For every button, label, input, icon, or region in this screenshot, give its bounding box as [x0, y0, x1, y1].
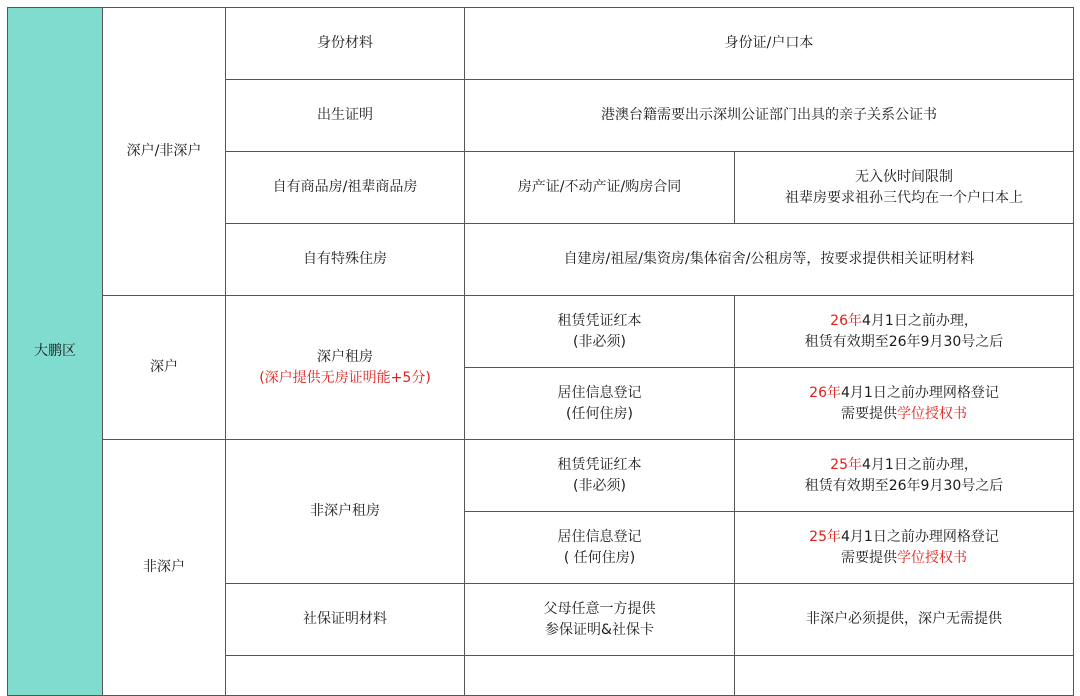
note-text: 需要提供 — [841, 405, 897, 422]
deadline-year: 25年 — [830, 456, 862, 473]
group-cell-non-sz: 非深户 — [103, 440, 226, 696]
note-text: 4月1日之前办理网格登记 — [841, 384, 999, 401]
deadline-year: 26年 — [830, 312, 862, 329]
required-document: 学位授权书 — [897, 405, 967, 422]
note-line — [735, 404, 1073, 425]
note-cell-sz-lease — [735, 296, 1074, 368]
empty-cell — [735, 656, 1074, 696]
note-line: 祖辈房要求祖孙三代均在一个户口本上 — [785, 189, 1023, 206]
doc-label: 租赁凭证红本 — [557, 456, 642, 473]
doc-label: 居住信息登记 — [557, 384, 642, 401]
required-document: 学位授权书 — [897, 549, 967, 566]
note-line — [735, 527, 1073, 548]
note-cell-non-sz-registration — [735, 512, 1074, 584]
doc-sub: 参保证明&社保卡 — [545, 621, 654, 638]
note-text: 4月1日之前办理网格登记 — [841, 528, 999, 545]
value-cell-identity: 身份证/户口本 — [465, 8, 1074, 80]
table-row — [8, 296, 1074, 368]
doc-sub: (非必须) — [573, 477, 626, 494]
item-cell-own-house: 自有商品房/祖辈商品房 — [226, 152, 465, 224]
item-cell-social: 社保证明材料 — [226, 584, 465, 656]
note-cell-social: 非深户必须提供，深户无需提供 — [735, 584, 1074, 656]
doc-sub: (任何住房) — [566, 405, 633, 422]
doc-sub: ( 任何住房) — [563, 549, 636, 566]
group-cell-both: 深户/非深户 — [103, 8, 226, 296]
note-line — [735, 548, 1073, 569]
item-cell-sz-rent — [226, 296, 465, 440]
note-line: 租赁有效期至26年9月30号之后 — [804, 333, 1004, 350]
note-cell-sz-registration — [735, 368, 1074, 440]
item-label: 深户租房 — [317, 348, 373, 365]
school-application-requirements-table — [7, 7, 1074, 696]
empty-cell — [226, 656, 465, 696]
item-cell-special-house: 自有特殊住房 — [226, 224, 465, 296]
value-cell-birth: 港澳台籍需要出示深圳公证部门出具的亲子关系公证书 — [465, 80, 1074, 152]
note-cell-non-sz-lease — [735, 440, 1074, 512]
doc-label: 父母任意一方提供 — [543, 600, 656, 617]
item-cell-birth: 出生证明 — [226, 80, 465, 152]
note-line: 租赁有效期至26年9月30号之后 — [804, 477, 1004, 494]
note-text: 需要提供 — [841, 549, 897, 566]
group-cell-sz: 深户 — [103, 296, 226, 440]
item-cell-non-sz-rent: 非深户租房 — [226, 440, 465, 584]
doc-label: 居住信息登记 — [557, 528, 642, 545]
docs-cell-sz-lease — [465, 296, 735, 368]
docs-cell-sz-registration — [465, 368, 735, 440]
note-text: 4月1日之前办理， — [862, 312, 978, 329]
deadline-year: 26年 — [809, 384, 841, 401]
empty-cell — [465, 656, 735, 696]
note-cell-own-house — [735, 152, 1074, 224]
note-line — [735, 383, 1073, 404]
district-cell: 大鹏区 — [8, 8, 103, 696]
docs-cell-social — [465, 584, 735, 656]
table-row — [8, 440, 1074, 512]
note-line — [735, 311, 1073, 332]
item-cell-identity: 身份材料 — [226, 8, 465, 80]
doc-sub: (非必须) — [573, 333, 626, 350]
note-line: 无入伙时间限制 — [855, 168, 953, 185]
doc-label: 租赁凭证红本 — [557, 312, 642, 329]
docs-cell-own-house: 房产证/不动产证/购房合同 — [465, 152, 735, 224]
note-text: 4月1日之前办理， — [862, 456, 978, 473]
value-cell-special-house: 自建房/祖屋/集资房/集体宿舍/公租房等，按要求提供相关证明材料 — [465, 224, 1074, 296]
docs-cell-non-sz-registration — [465, 512, 735, 584]
note-line — [735, 455, 1073, 476]
deadline-year: 25年 — [809, 528, 841, 545]
table-row — [8, 8, 1074, 80]
docs-cell-non-sz-lease — [465, 440, 735, 512]
bonus-note: (深户提供无房证明能+5分) — [259, 369, 431, 386]
